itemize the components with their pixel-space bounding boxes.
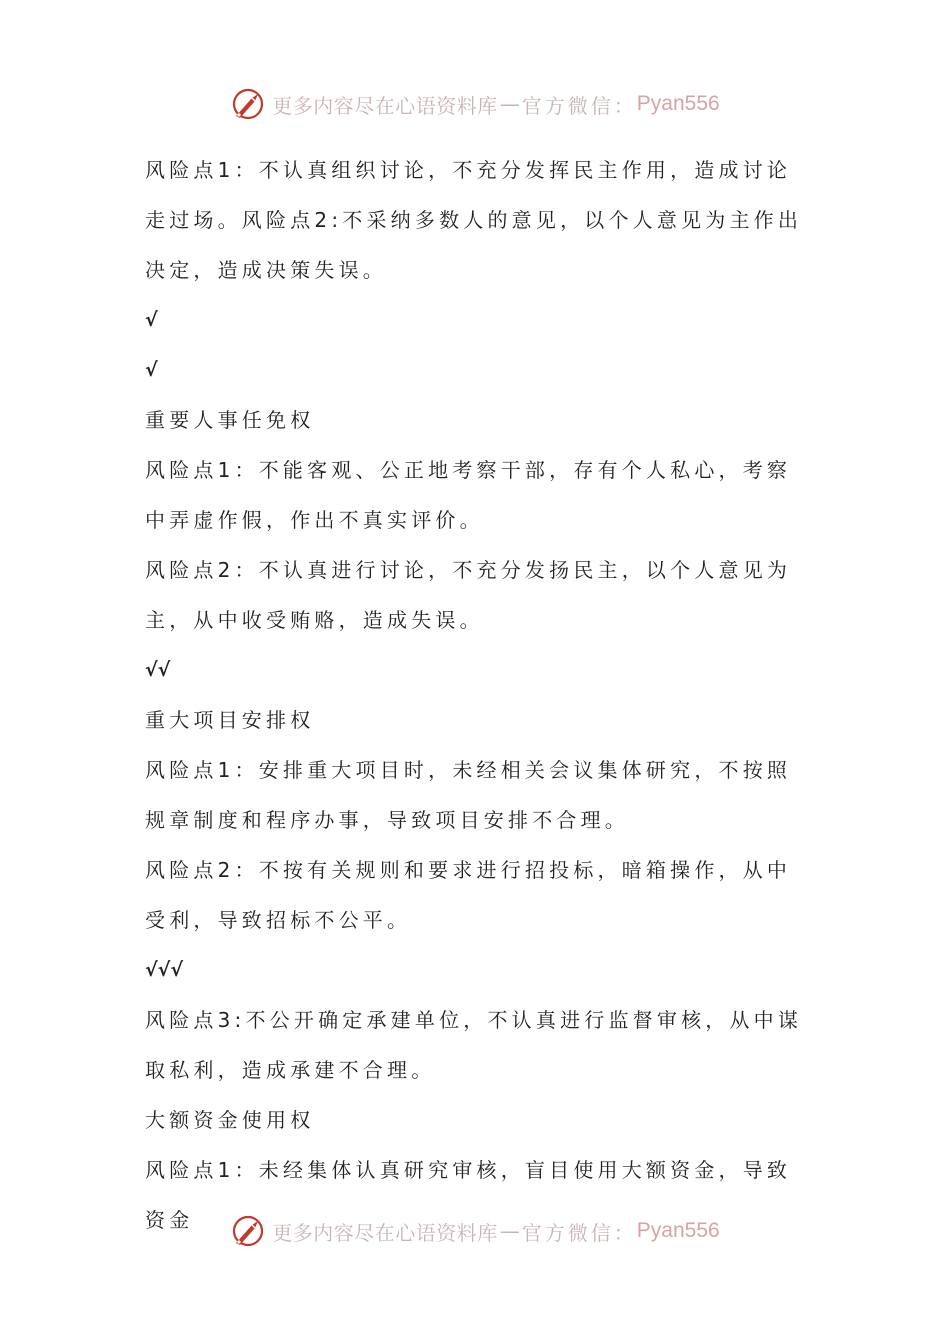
paragraph: 风险点1：不认真组织讨论，不充分发挥民主作用，造成讨论走过场。风险点2:不采纳多数人的意见，以个人意见为主作出决定，造成决策失误。 xyxy=(145,158,803,282)
document-body xyxy=(145,145,810,1245)
paragraph: 风险点3:不公开确定承建单位，不认真进行监督审核，从中谋取私利，造成承建不合理。 xyxy=(145,1008,803,1082)
section-heading: 重要人事任免权 xyxy=(145,408,315,432)
paragraph: 风险点1：未经集体认真研究审核，盲目使用大额资金，导致资金 xyxy=(145,1158,792,1232)
pen-nib-logo-icon xyxy=(230,86,266,122)
section-heading: 重大项目安排权 xyxy=(145,708,315,732)
check-mark: √√√ xyxy=(145,959,184,981)
watermark-wechat-label: 官方微信： xyxy=(521,93,637,118)
watermark-dash: — xyxy=(499,1219,520,1243)
paragraph: 风险点1：安排重大项目时，未经相关会议集体研究，不按照规章制度和程序办事，导致项目安排不合理。 xyxy=(145,758,792,832)
check-mark: √ xyxy=(145,359,158,381)
watermark-wechat-label: 官方微信： xyxy=(521,1220,637,1245)
header-watermark xyxy=(0,84,950,124)
pen-nib-logo-icon xyxy=(230,1213,266,1249)
check-mark: √√ xyxy=(145,659,171,681)
watermark-dash: — xyxy=(499,92,520,116)
footer-watermark xyxy=(0,1211,950,1251)
section-heading: 大额资金使用权 xyxy=(145,1108,315,1132)
check-mark: √ xyxy=(145,309,158,331)
paragraph: 风险点1：不能客观、公正地考察干部，存有个人私心，考察中弄虚作假，作出不真实评价。 xyxy=(145,458,792,532)
paragraph: 风险点2：不按有关规则和要求进行招投标，暗箱操作，从中受利，导致招标不公平。 xyxy=(145,858,792,932)
watermark-text: 更多内容尽在心语资料库 xyxy=(272,1220,498,1245)
watermark-text: 更多内容尽在心语资料库 xyxy=(272,93,498,118)
watermark-wechat-id: Pyan556 xyxy=(636,92,720,115)
watermark-wechat-id: Pyan556 xyxy=(636,1219,720,1242)
paragraph: 风险点2：不认真进行讨论，不充分发扬民主，以个人意见为主，从中收受贿赂，造成失误。 xyxy=(145,558,792,632)
